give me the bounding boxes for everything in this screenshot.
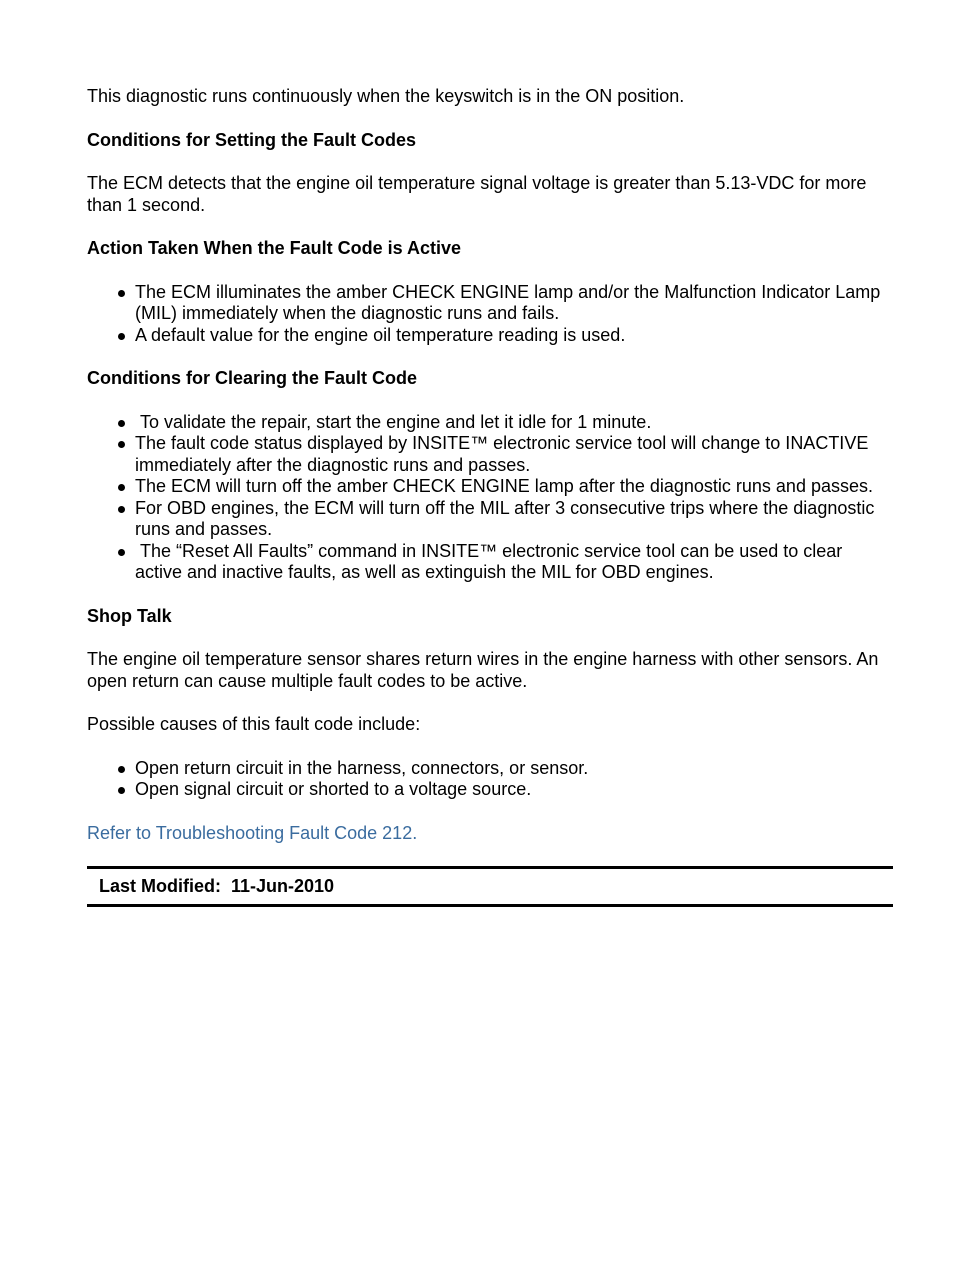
possible-causes-intro: Possible causes of this fault code include:: [87, 714, 421, 734]
list-item: The “Reset All Faults” command in INSITE™ electronic service tool can be used to clear active and inactive faults, as well as extinguish the MIL for OBD engines.: [135, 541, 893, 584]
list-item: The ECM will turn off the amber CHECK ENGINE lamp after the diagnostic runs and passes.: [135, 476, 893, 498]
document-page: [87, 86, 893, 907]
action-taken-heading: Action Taken When the Fault Code is Active: [87, 238, 462, 258]
list-item: A default value for the engine oil temperature reading is used.: [135, 325, 893, 347]
last-modified-text: Last Modified: 11-Jun-2010: [99, 876, 335, 896]
setting-conditions-heading: Conditions for Setting the Fault Codes: [87, 129, 416, 150]
action-taken-list: [87, 282, 893, 347]
list-item: The fault code status displayed by INSITE™ electronic service tool will change to INACTIVE immediately after the diagnostic runs and passes.: [135, 433, 893, 476]
list-item: The ECM illuminates the amber CHECK ENGINE lamp and/or the Malfunction Indicator Lamp (MIL) immediately when the diagnostic runs and fails.: [135, 282, 893, 325]
list-item: Open signal circuit or shorted to a voltage source.: [135, 779, 893, 801]
clearing-conditions-list: [87, 412, 893, 584]
shop-talk-heading: Shop Talk: [87, 605, 172, 626]
last-modified-bar: [87, 866, 893, 907]
setting-conditions-text: The ECM detects that the engine oil temperature signal voltage is greater than 5.13-VDC for more than 1 second.: [87, 173, 867, 215]
shop-talk-text: The engine oil temperature sensor shares return wires in the engine harness with other sensors. An open return can cause multiple fault codes to be active.: [87, 649, 879, 691]
list-item: Open return circuit in the harness, connectors, or sensor.: [135, 758, 893, 780]
possible-causes-list: [87, 758, 893, 801]
troubleshooting-link[interactable]: Refer to Troubleshooting Fault Code 212.: [87, 822, 418, 843]
reference-paragraph: [87, 823, 893, 845]
list-item: For OBD engines, the ECM will turn off the MIL after 3 consecutive trips where the diagnostic runs and passes.: [135, 498, 893, 541]
intro-paragraph: This diagnostic runs continuously when the keyswitch is in the ON position.: [87, 86, 685, 106]
list-item: To validate the repair, start the engine and let it idle for 1 minute.: [135, 412, 893, 434]
clearing-conditions-heading: Conditions for Clearing the Fault Code: [87, 368, 417, 388]
